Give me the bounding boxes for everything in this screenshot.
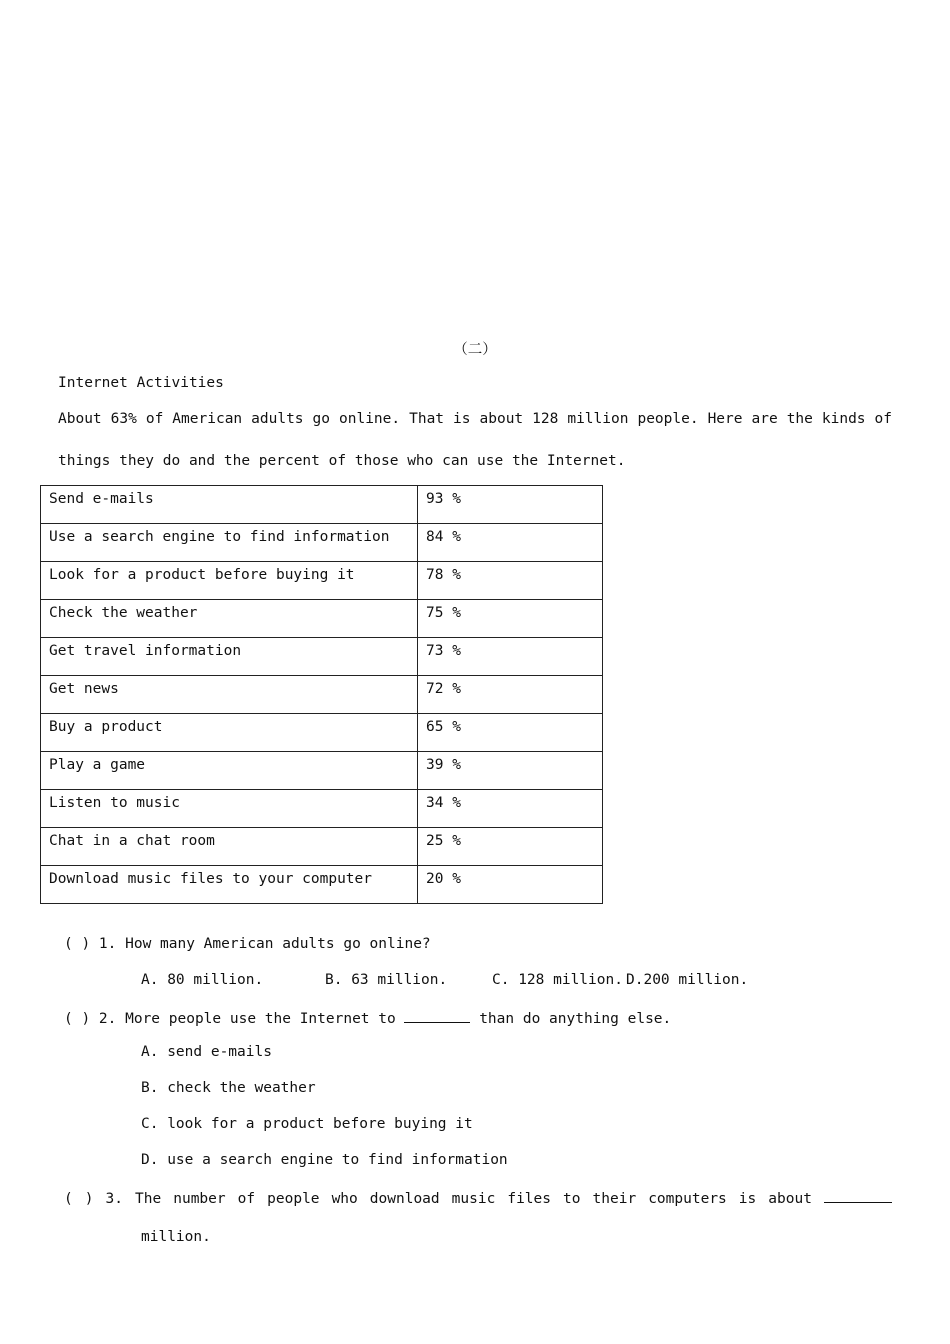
activity-cell: Look for a product before buying it xyxy=(41,562,418,600)
percent-cell: 20 % xyxy=(418,866,603,904)
q2-option-c[interactable]: C. look for a product before buying it xyxy=(141,1116,473,1132)
q2-text-before: ( ) 2. More people use the Internet to xyxy=(64,1011,396,1027)
table-row xyxy=(41,752,603,790)
q1-option-c[interactable]: C. 128 million. xyxy=(492,972,623,988)
question-1: ( ) 1. How many American adults go online? xyxy=(64,936,431,952)
activity-cell: Buy a product xyxy=(41,714,418,752)
percent-cell: 72 % xyxy=(418,676,603,714)
q3-answer-blank[interactable] xyxy=(824,1188,892,1203)
percent-cell: 39 % xyxy=(418,752,603,790)
table-row xyxy=(41,562,603,600)
q1-option-a[interactable]: A. 80 million. xyxy=(141,972,264,988)
intro-paragraph-line-1: About 63% of American adults go online. That is about 128 million people. Here are the kinds of xyxy=(58,411,892,427)
table-row xyxy=(41,486,603,524)
q2-option-b[interactable]: B. check the weather xyxy=(141,1080,316,1096)
table-row xyxy=(41,828,603,866)
activity-cell: Check the weather xyxy=(41,600,418,638)
activity-cell: Chat in a chat room xyxy=(41,828,418,866)
table-row xyxy=(41,676,603,714)
table-row xyxy=(41,714,603,752)
percent-cell: 34 % xyxy=(418,790,603,828)
activity-cell: Get travel information xyxy=(41,638,418,676)
intro-paragraph-line-2: things they do and the percent of those who can use the Internet. xyxy=(58,453,626,469)
q3-text-continued: million. xyxy=(141,1229,211,1245)
question-1-options xyxy=(141,972,841,992)
q1-option-b[interactable]: B. 63 million. xyxy=(325,972,448,988)
activity-cell: Listen to music xyxy=(41,790,418,828)
percent-cell: 25 % xyxy=(418,828,603,866)
percent-cell: 73 % xyxy=(418,638,603,676)
table-row xyxy=(41,600,603,638)
table-row xyxy=(41,638,603,676)
q2-answer-blank[interactable] xyxy=(404,1008,470,1023)
percent-cell: 65 % xyxy=(418,714,603,752)
activity-cell: Get news xyxy=(41,676,418,714)
activity-cell: Play a game xyxy=(41,752,418,790)
activity-cell: Use a search engine to find information xyxy=(41,524,418,562)
table-row xyxy=(41,524,603,562)
q2-option-a[interactable]: A. send e-mails xyxy=(141,1044,272,1060)
activity-cell: Send e-mails xyxy=(41,486,418,524)
activity-cell: Download music files to your computer xyxy=(41,866,418,904)
question-3 xyxy=(64,1188,892,1207)
percent-cell: 84 % xyxy=(418,524,603,562)
question-2 xyxy=(64,1008,671,1027)
table-row xyxy=(41,866,603,904)
internet-activities-table xyxy=(40,485,603,904)
q3-text-before: ( ) 3. The number of people who download music files to their computers is about xyxy=(64,1191,812,1207)
percent-cell: 78 % xyxy=(418,562,603,600)
percent-cell: 75 % xyxy=(418,600,603,638)
table-row xyxy=(41,790,603,828)
percent-cell: 93 % xyxy=(418,486,603,524)
q2-option-d[interactable]: D. use a search engine to find information xyxy=(141,1152,508,1168)
passage-title: Internet Activities xyxy=(58,375,224,391)
q1-option-d[interactable]: D.200 million. xyxy=(626,972,749,988)
section-heading: （二） xyxy=(453,342,497,358)
q2-text-after: than do anything else. xyxy=(479,1011,672,1027)
